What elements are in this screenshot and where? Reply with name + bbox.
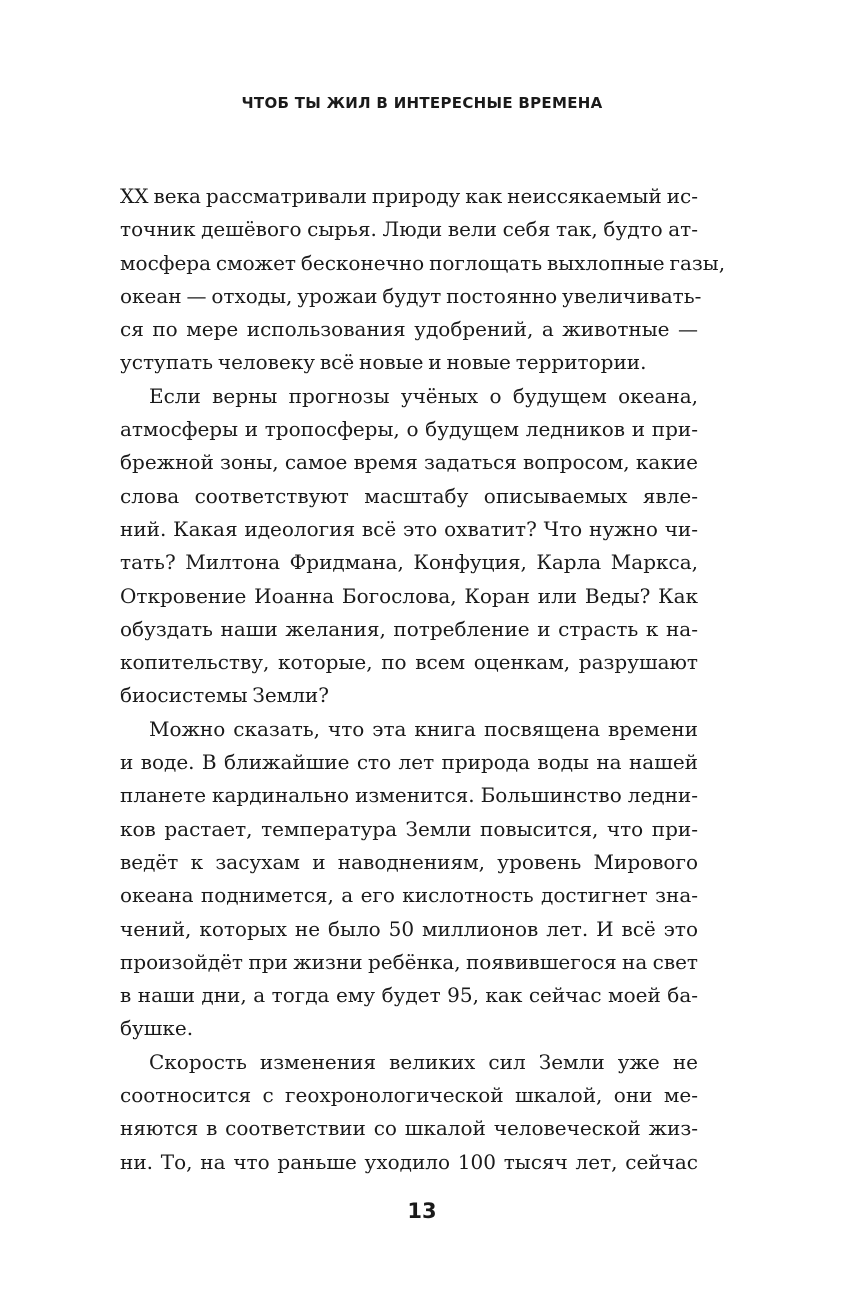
text-line: океан — отходы, урожаи будут постоянно увеличивать- xyxy=(120,283,702,308)
text-line: атмосферы и тропосферы, о будущем ледников и при- xyxy=(120,417,698,442)
text-line: ведёт к засухам и наводнениям, уровень Мирового xyxy=(120,849,698,874)
text-line: и воде. В ближайшие сто лет природа воды на нашей xyxy=(120,750,698,775)
body-text xyxy=(120,180,726,1179)
text-line: ся по мере использования удобрений, а животные — xyxy=(120,317,698,342)
text-line: обуздать наши желания, потребление и страсть к на- xyxy=(120,616,698,641)
text-line: няются в соответствии со шкалой человеческой жиз- xyxy=(120,1116,698,1141)
text-line: ков растает, температура Земли повысится, что при- xyxy=(120,816,698,841)
text-line: планете кардинально изменится. Большинство ледни- xyxy=(120,783,698,808)
text-line: Скорость изменения великих сил Земли уже не xyxy=(149,1049,698,1074)
text-line: точник дешёвого сырья. Люди вели себя так, будто ат- xyxy=(120,217,698,242)
paragraph xyxy=(120,1046,698,1179)
text-line: чений, которых не было 50 миллионов лет. И всё это xyxy=(120,916,698,941)
text-line: ни. То, на что раньше уходило 100 тысяч лет, сейчас xyxy=(120,1149,698,1174)
text-line: соотносится с геохронологической шкалой, они ме- xyxy=(120,1083,698,1108)
text-line: произойдёт при жизни ребёнка, появившегося на свет xyxy=(120,949,698,974)
text-line: уступать человеку всё новые и новые территории. xyxy=(120,350,647,375)
text-line: слова соответствуют масштабу описываемых явле- xyxy=(120,483,698,508)
paragraph xyxy=(120,380,698,713)
text-line: Можно сказать, что эта книга посвящена времени xyxy=(149,716,698,741)
text-line: бушке. xyxy=(120,1016,194,1041)
text-line: биосистемы Земли? xyxy=(120,683,329,708)
text-line: тать? Милтона Фридмана, Конфуция, Карла Маркса, xyxy=(120,550,698,575)
text-line: XX века рассматривали природу как неиссякаемый ис- xyxy=(120,184,698,208)
text-line: океана поднимется, а его кислотность достигнет зна- xyxy=(120,883,698,908)
paragraph xyxy=(120,713,698,1046)
running-head: ЧТОБ ТЫ ЖИЛ В ИНТЕРЕСНЫЕ ВРЕМЕНА xyxy=(241,94,603,112)
paragraph xyxy=(120,180,726,380)
page-number: 13 xyxy=(407,1199,437,1223)
text-line: в наши дни, а тогда ему будет 95, как сейчас моей ба- xyxy=(120,983,698,1008)
text-line: Если верны прогнозы учёных о будущем океана, xyxy=(149,383,698,408)
text-line: Откровение Иоанна Богослова, Коран или Веды? Как xyxy=(120,583,698,608)
text-line: мосфера сможет бесконечно поглощать выхлопные газы, xyxy=(120,250,726,275)
text-line: ний. Какая идеология всё это охватит? Что нужно чи- xyxy=(120,516,698,541)
text-line: копительству, которые, по всем оценкам, разрушают xyxy=(120,650,698,675)
text-line: брежной зоны, самое время задаться вопросом, какие xyxy=(120,450,698,475)
